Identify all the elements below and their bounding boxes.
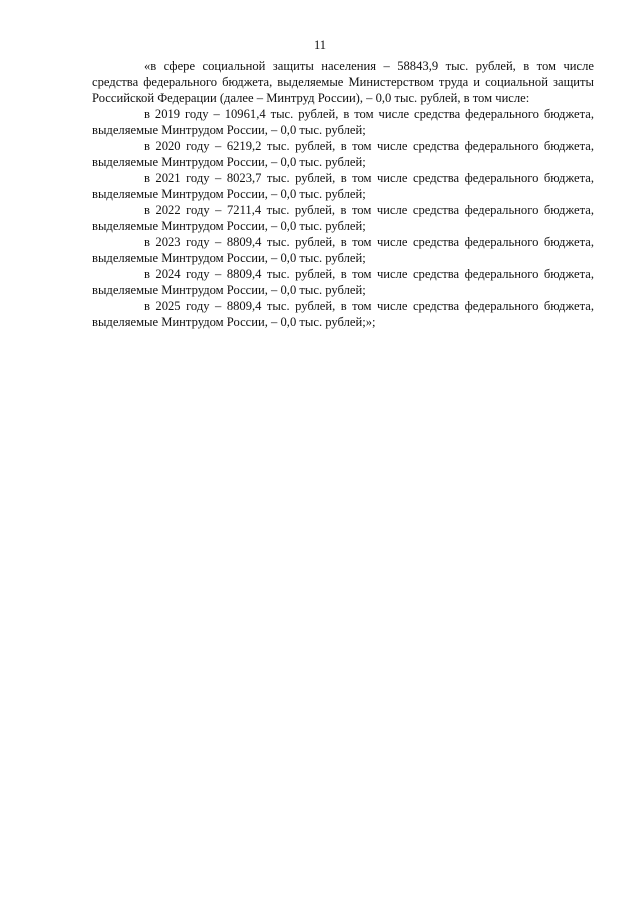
year-paragraph-2022: в 2022 году – 7211,4 тыс. рублей, в том числе средства федерального бюджета, выделяемые Минтрудом России, – 0,0 тыс. рублей;	[92, 203, 594, 233]
year-paragraph-2021: в 2021 году – 8023,7 тыс. рублей, в том числе средства федерального бюджета, выделяемые Минтрудом России, – 0,0 тыс. рублей;	[92, 171, 594, 201]
intro-paragraph: «в сфере социальной защиты населения – 58843,9 тыс. рублей, в том числе средства федерального бюджета, выделяемые Министерством труда и социальной защиты Российской Федерации (далее – Минтруд России), – 0,0 тыс. рублей, в том числе:	[92, 59, 594, 105]
document-body	[92, 58, 594, 330]
page-number: 11	[313, 38, 327, 52]
year-paragraph-2024: в 2024 году – 8809,4 тыс. рублей, в том числе средства федерального бюджета, выделяемые Минтрудом России, – 0,0 тыс. рублей;	[92, 267, 594, 297]
year-paragraph-2023: в 2023 году – 8809,4 тыс. рублей, в том числе средства федерального бюджета, выделяемые Минтрудом России, – 0,0 тыс. рублей;	[92, 235, 594, 265]
year-paragraph-2020: в 2020 году – 6219,2 тыс. рублей, в том числе средства федерального бюджета, выделяемые Минтрудом России, – 0,0 тыс. рублей;	[92, 139, 594, 169]
year-paragraph-2025: в 2025 году – 8809,4 тыс. рублей, в том числе средства федерального бюджета, выделяемые Минтрудом России, – 0,0 тыс. рублей;»;	[92, 299, 594, 329]
year-paragraph-2019: в 2019 году – 10961,4 тыс. рублей, в том числе средства федерального бюджета, выделяемые Минтрудом России, – 0,0 тыс. рублей;	[92, 107, 594, 137]
